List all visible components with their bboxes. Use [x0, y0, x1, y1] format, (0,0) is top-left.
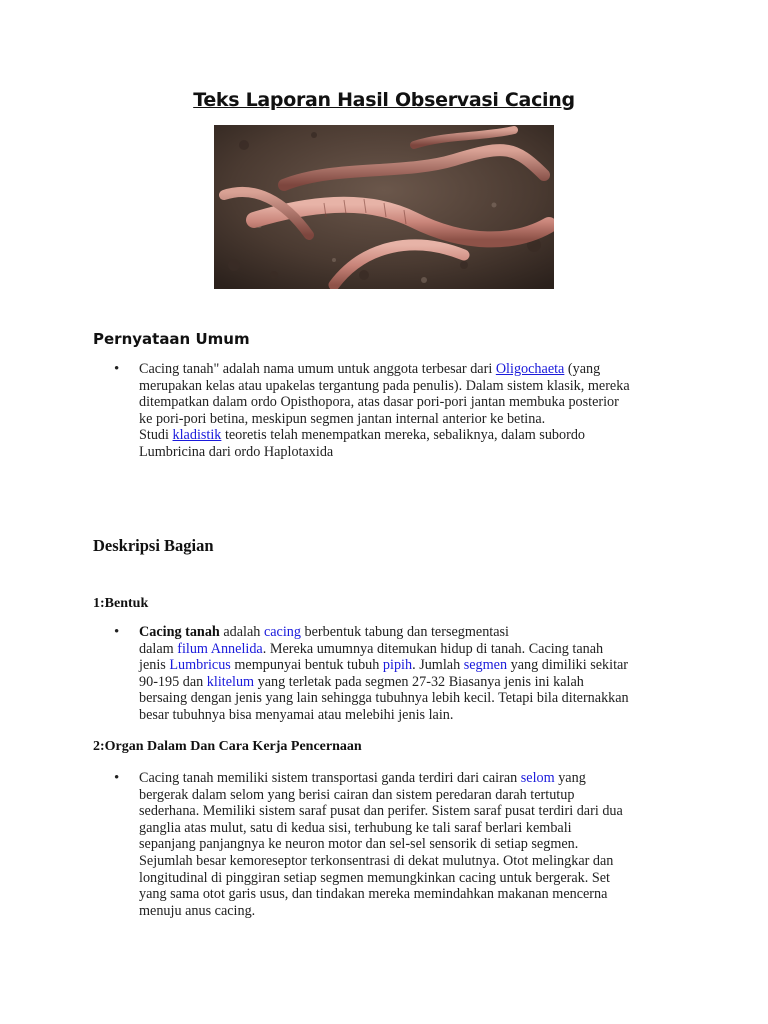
- list-item: [93, 361, 693, 471]
- bullet-icon: •: [114, 361, 120, 377]
- link-pipih[interactable]: pipih: [382, 657, 413, 674]
- link-cacing[interactable]: cacing: [263, 624, 301, 640]
- heading-organ-dalam: 2:Organ Dalam Dan Cara Kerja Pencernaan: [93, 739, 362, 754]
- list-item: [93, 624, 693, 726]
- link-lumbricus[interactable]: Lumbricus: [169, 657, 231, 674]
- link-kladistik[interactable]: kladistik: [172, 427, 222, 444]
- paragraph-bentuk: Cacing tanah adalah cacing berbentuk tabung dan tersegmentasi dalam filum Annelida. Mereka umumnya ditemukan hidup di tanah. Cacing tanah jenis Lumbricus mempunyai bentuk tubuh pipih. Jumlah segmen yang dimiliki sekitar 90-195 dan klitelum yang terletak pada segmen 27-32 Biasanya jenis ini kalah bersaing dengan jenis yang lain sehingga tubuhnya lebih kecil. Tetapi bila diternakkan besar tubuhnya bisa menyamai atau melebihi jenis lain.: [139, 624, 629, 723]
- bullet-icon: •: [114, 624, 120, 640]
- link-klitelum[interactable]: klitelum: [206, 673, 255, 690]
- document-title: Teks Laporan Hasil Observasi Cacing: [193, 89, 575, 111]
- list-item: [93, 770, 693, 922]
- earthworm-photo: [214, 125, 554, 289]
- heading-deskripsi-bagian: Deskripsi Bagian: [93, 536, 214, 555]
- paragraph-organ-dalam: Cacing tanah memiliki sistem transportasi ganda terdiri dari cairan selom yang bergerak dalam selom yang berisi cairan dan sistem peredaran darah tertutup sederhana. Memiliki sistem saraf pusat dan perifer. Sistem saraf pusat terdiri dari dua ganglia atas mulut, satu di kedua sisi, terhubung ke tali saraf berlari kembali sepanjang panjangnya ke neuron motor dan sel-sel sensorik di setiap segmen. Sejumlah besar kemoreseptor terkonsentrasi di dekat mulutnya. Otot melingkar dan longitudinal di pinggiran setiap segmen memungkinkan cacing untuk bergerak. Set yang sama otot garis usus, dan tindakan mereka memindahkan makanan mencerna menuju anus cacing.: [139, 770, 623, 919]
- link-filum-annelida[interactable]: filum Annelida: [177, 640, 263, 657]
- paragraph-pernyataan-umum: Cacing tanah" adalah nama umum untuk anggota terbesar dari Oligochaeta (yang merupakan kelas atau upakelas tergantung pada penulis). Dalam sistem klasik, mereka ditempatkan dalam ordo Opisthopora, atas dasar pori-pori jantan membuka posterior ke pori-pori betina, meskipun segmen jantan internal anterior ke betina. Studi kladistik teoretis telah menempatkan mereka, sebaliknya, dalam subordo Lumbricina dari ordo Haplotaxida: [139, 361, 630, 460]
- heading-bentuk: 1:Bentuk: [93, 596, 149, 611]
- bullet-icon: •: [114, 770, 120, 786]
- link-oligochaeta[interactable]: Oligochaeta: [495, 361, 565, 377]
- link-selom[interactable]: selom: [520, 770, 555, 786]
- link-segmen[interactable]: segmen: [463, 657, 508, 674]
- heading-pernyataan-umum: Pernyataan Umum: [93, 330, 250, 348]
